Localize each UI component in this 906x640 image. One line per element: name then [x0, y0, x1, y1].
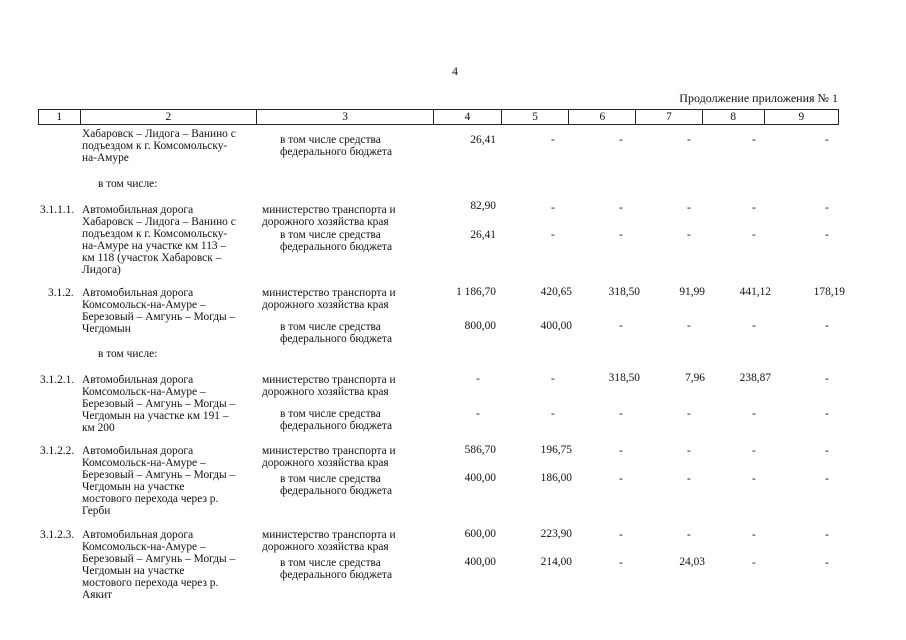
row-code: 3.1.2. [48, 287, 74, 299]
row-resp-sub: в том числе средства федерального бюджета [280, 557, 393, 581]
row-val: - [619, 557, 623, 569]
row-val: - [551, 229, 555, 241]
row-val: - [752, 134, 756, 146]
row-val: - [825, 373, 829, 385]
row-code: 3.1.1.1. [40, 204, 75, 216]
header-col-7: 7 [636, 110, 702, 125]
row-val: 318,50 [608, 372, 640, 384]
row-val: - [619, 408, 623, 420]
row-val: - [825, 202, 829, 214]
row-val: - [476, 408, 480, 420]
row-val: 26,41 [470, 229, 496, 241]
row-val: 186,00 [540, 472, 572, 484]
row-val: - [551, 134, 555, 146]
row-val: - [825, 134, 829, 146]
row-val: - [687, 320, 691, 332]
row-val: 1 186,70 [456, 286, 496, 298]
row-val: - [619, 134, 623, 146]
column-header-row [38, 109, 839, 125]
row-val: 441,12 [739, 286, 771, 298]
row-val: - [752, 320, 756, 332]
row-val: - [825, 529, 829, 541]
row-val: - [687, 229, 691, 241]
header-col-4: 4 [433, 110, 501, 125]
row-name: Автомобильная дорога Комсомольск-на-Амуре – Березовый – Амгунь – Могды – Чегдомын на участке мостового перехода через р. Герби [82, 445, 236, 517]
row-val: 800,00 [464, 320, 496, 332]
row-val: 600,00 [464, 528, 496, 540]
row-val: 400,00 [464, 472, 496, 484]
header-col-2: 2 [80, 110, 257, 125]
row-val: - [687, 202, 691, 214]
row-val: 223,90 [540, 528, 572, 540]
row-val: - [619, 229, 623, 241]
row-val: 214,00 [540, 556, 572, 568]
header-col-9: 9 [764, 110, 838, 125]
row-val: - [825, 229, 829, 241]
row-val: 24,03 [679, 556, 705, 568]
row-resp-main: министерство транспорта и дорожного хозяйства края [262, 204, 396, 228]
row-val: - [687, 445, 691, 457]
header-col-5: 5 [502, 110, 569, 125]
header-col-6: 6 [569, 110, 636, 125]
row-resp-main: министерство транспорта и дорожного хозяйства края [262, 374, 396, 398]
row-val: 400,00 [540, 320, 572, 332]
subheading-including: в том числе: [98, 348, 158, 360]
row-val: - [752, 473, 756, 485]
row-val: - [752, 229, 756, 241]
row-name: Хабаровск – Лидога – Ванино с подъездом к г. Комсомольску- на-Амуре [82, 128, 236, 164]
row-resp-sub: в том числе средства федерального бюджета [280, 473, 393, 497]
row-val: - [825, 408, 829, 420]
row-code: 3.1.2.2. [40, 445, 75, 457]
row-val: - [619, 529, 623, 541]
row-val: - [619, 445, 623, 457]
row-val: - [687, 134, 691, 146]
row-val: 238,87 [739, 372, 771, 384]
row-val: 420,65 [540, 286, 572, 298]
row-val: - [687, 529, 691, 541]
row-val: 26,41 [470, 134, 496, 146]
row-val: - [825, 445, 829, 457]
row-val: 400,00 [464, 556, 496, 568]
header-col-1: 1 [39, 110, 81, 125]
row-val: - [752, 529, 756, 541]
page-number: 4 [452, 64, 458, 78]
row-val: 178,19 [813, 286, 845, 298]
row-val: - [551, 202, 555, 214]
row-val: - [619, 202, 623, 214]
row-resp-sub: в том числе средства федерального бюджета [280, 134, 393, 158]
row-val: - [551, 408, 555, 420]
row-val: - [825, 473, 829, 485]
row-val: 586,70 [464, 444, 496, 456]
row-val: - [551, 373, 555, 385]
row-val: - [752, 408, 756, 420]
row-name: Автомобильная дорога Комсомольск-на-Амуре – Березовый – Амгунь – Могды – Чегдомын на участке мостового перехода через р. Аякит [82, 529, 236, 601]
row-resp-main: министерство транспорта и дорожного хозяйства края [262, 287, 396, 311]
row-val: 82,90 [470, 200, 496, 212]
row-name: Автомобильная дорога Комсомольск-на-Амуре – Березовый – Амгунь – Могды – Чегдомын [82, 287, 236, 335]
header-col-3: 3 [257, 110, 434, 125]
row-val: 91,99 [679, 286, 705, 298]
header-col-8: 8 [702, 110, 764, 125]
row-val: - [752, 202, 756, 214]
row-val: - [825, 320, 829, 332]
row-val: - [687, 473, 691, 485]
row-name: Автомобильная дорога Комсомольск-на-Амуре – Березовый – Амгунь – Могды – Чегдомын на участке км 191 – км 200 [82, 374, 236, 434]
row-val: - [687, 408, 691, 420]
row-val: - [752, 557, 756, 569]
row-val: - [619, 473, 623, 485]
row-val: 318,50 [608, 286, 640, 298]
continuation-title: Продолжение приложения № 1 [679, 91, 838, 105]
row-val: - [476, 373, 480, 385]
row-code: 3.1.2.3. [40, 529, 75, 541]
row-resp-main: министерство транспорта и дорожного хозяйства края [262, 529, 396, 553]
row-resp-sub: в том числе средства федерального бюджета [280, 408, 393, 432]
row-resp-sub: в том числе средства федерального бюджета [280, 321, 393, 345]
row-code: 3.1.2.1. [40, 374, 75, 386]
row-name: Автомобильная дорога Хабаровск – Лидога – Ванино с подъездом к г. Комсомольску- на-Амуре на участке км 113 – км 118 (участок Хабаровск – Лидога) [82, 204, 236, 276]
row-val: - [752, 445, 756, 457]
row-resp-sub: в том числе средства федерального бюджета [280, 229, 393, 253]
row-val: 196,75 [540, 444, 572, 456]
row-val: - [825, 557, 829, 569]
row-resp-main: министерство транспорта и дорожного хозяйства края [262, 445, 396, 469]
subheading-including: в том числе: [98, 178, 158, 190]
row-val: 7,96 [685, 372, 705, 384]
row-val: - [619, 320, 623, 332]
